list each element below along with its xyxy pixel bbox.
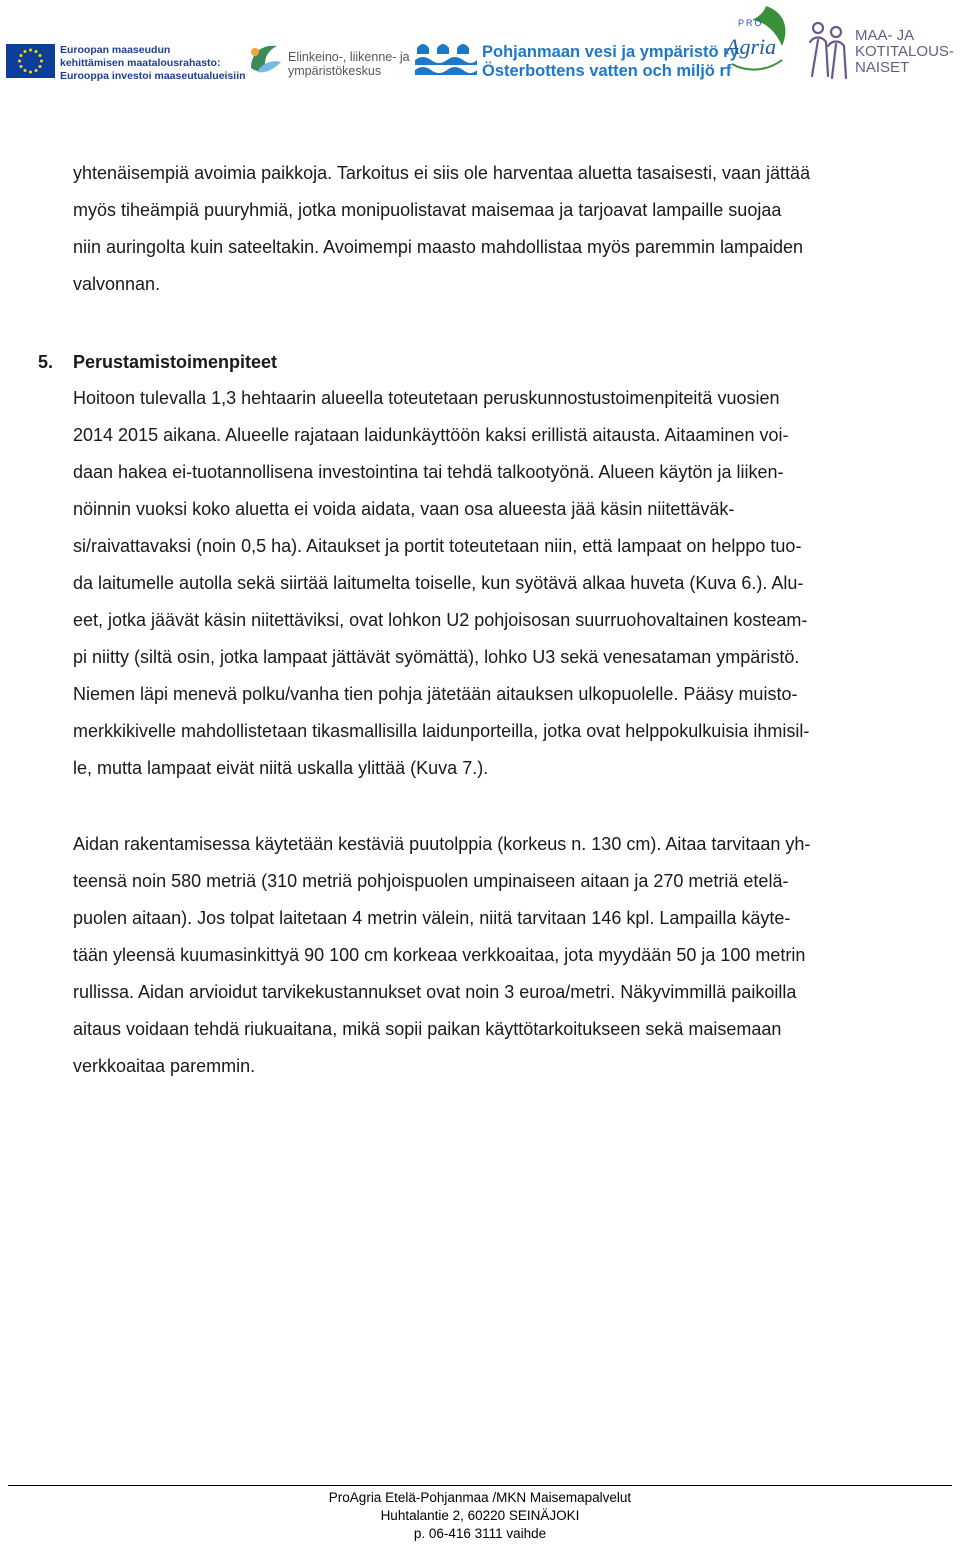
text-line: si/raivattavaksi (noin 0,5 ha). Aitaukset ja portit toteutetaan niin, että lampaat on helppo tuo- <box>73 536 802 556</box>
eu-logo-line: kehittämisen maatalousrahasto: <box>60 57 221 69</box>
text-line: daan hakea ei-tuotannollisena investointina tai tehdä talkootyönä. Alueen käytön ja liiken- <box>73 462 784 482</box>
text-line: verkkoaitaa paremmin. <box>73 1056 256 1076</box>
mk-logo-line: MAA- JA <box>855 27 915 44</box>
ely-logo-line: ympäristökeskus <box>288 64 382 78</box>
eu-logo-line: Eurooppa investoi maaseutualueisiin <box>60 70 246 82</box>
text-line: le, mutta lampaat eivät niitä uskalla ylittää (Kuva 7.). <box>73 758 489 778</box>
footer-divider <box>8 1485 952 1486</box>
intro-paragraph <box>73 155 960 303</box>
footer-address: Huhtalantie 2, 60220 SEINÄJOKI <box>380 1508 580 1523</box>
text-line: 2014 2015 aikana. Alueelle rajataan laidunkäyttöön kaksi erillistä aitausta. Aitaaminen voi- <box>73 425 789 445</box>
svg-text:PRO: PRO <box>738 18 764 28</box>
section-heading <box>38 344 277 381</box>
text-line: nöinnin vuoksi koko aluetta ei voida aidata, vaan osa alueesta jää käsin niitettäväk- <box>73 499 735 519</box>
fence-paragraph <box>73 826 960 1085</box>
text-line: da laitumelle autolla sekä siirtää laitumelta toiselle, kun syötävä alkaa huveta (Kuva 6.). Alu- <box>73 573 804 593</box>
text-line: tään yleensä kuumasinkittyä 90 100 cm korkeaa verkkoaitaa, jota myydään 50 ja 100 metrin <box>73 945 806 965</box>
footer-phone: p. 06-416 3111 vaihde <box>413 1526 547 1541</box>
text-line: merkkikivelle mahdollistetaan tikasmallisilla laidunporteilla, jotka ovat helppokulkuisia ihmisil- <box>73 721 810 741</box>
ely-centre-logo-icon <box>243 38 285 80</box>
text-line: teensä noin 580 metriä (310 metriä pohjoispuolen umpinaiseen aitaan ja 270 metriä etelä- <box>73 871 789 891</box>
section-title: Perustamistoimenpiteet <box>73 352 278 372</box>
page-footer <box>0 1489 960 1543</box>
ely-logo-text <box>288 50 410 78</box>
text-line: niin auringolta kuin sateeltakin. Avoimempi maasto mahdollistaa myös paremmin lampaiden <box>73 237 804 257</box>
section-paragraph <box>73 380 960 787</box>
mk-logo-line: NAISET <box>855 59 910 76</box>
section-number: 5. <box>38 352 54 372</box>
text-line: eet, jotka jäävät käsin niitettäviksi, ovat lohkon U2 pohjoisosan suurruohovaltainen kosteam- <box>73 610 808 630</box>
text-line: pi niitty (siltä osin, jotka lampaat jättävät syömättä), lohko U3 sekä venesataman ympäristö. <box>73 647 800 667</box>
text-line: puolen aitaan). Jos tolpat laitetaan 4 metrin välein, niitä tarvitaan 146 kpl. Lampailla käyte- <box>73 908 791 928</box>
pv-logo-line: Österbottens vatten och miljö rf <box>482 62 732 80</box>
footer-organization: ProAgria Etelä-Pohjanmaa /MKN Maisemapalvelut <box>328 1490 632 1505</box>
text-line: valvonnan. <box>73 274 161 294</box>
eu-flag-logo <box>6 44 55 78</box>
mk-logo-text <box>855 28 954 76</box>
text-line: Hoitoon tulevalla 1,3 hehtaarin alueella toteutetaan peruskunnostustoimenpiteitä vuosien <box>73 388 780 408</box>
mk-logo-line: KOTITALOUS- <box>855 43 954 60</box>
eu-logo-text <box>60 44 246 83</box>
pv-logo-line: Pohjanmaan vesi ja ympäristö ry <box>482 43 739 61</box>
text-line: yhtenäisempiä avoimia paikkoja. Tarkoitus ei siis ole harventaa aluetta tasaisesti, vaan jättää <box>73 163 811 183</box>
text-line: myös tiheämpiä puuryhmiä, jotka monipuolistavat maisemaa ja tarjoavat lampaille suojaa <box>73 200 782 220</box>
proagria-logo <box>722 2 794 86</box>
text-line: aitaus voidaan tehdä riukuaitana, mikä sopii paikan käyttötarkoitukseen sekä maisemaan <box>73 1019 782 1039</box>
svg-text:Agria: Agria <box>726 34 777 59</box>
pv-logo-text <box>482 43 739 81</box>
text-line: Niemen läpi menevä polku/vanha tien pohja jätetään aitauksen ulkopuolelle. Pääsy muisto- <box>73 684 798 704</box>
eu-logo-line: Euroopan maaseudun <box>60 44 171 56</box>
text-line: Aidan rakentamisessa käytetään kestäviä puutolppia (korkeus n. 130 cm). Aitaa tarvitaan yh- <box>73 834 811 854</box>
women-figures-logo-icon <box>804 20 850 82</box>
ely-logo-line: Elinkeino-, liikenne- ja <box>288 50 410 64</box>
text-line: rullissa. Aidan arvioidut tarvikekustannukset ovat noin 3 euroa/metri. Näkyvimmillä paikoilla <box>73 982 797 1002</box>
water-waves-logo-icon <box>415 40 477 82</box>
